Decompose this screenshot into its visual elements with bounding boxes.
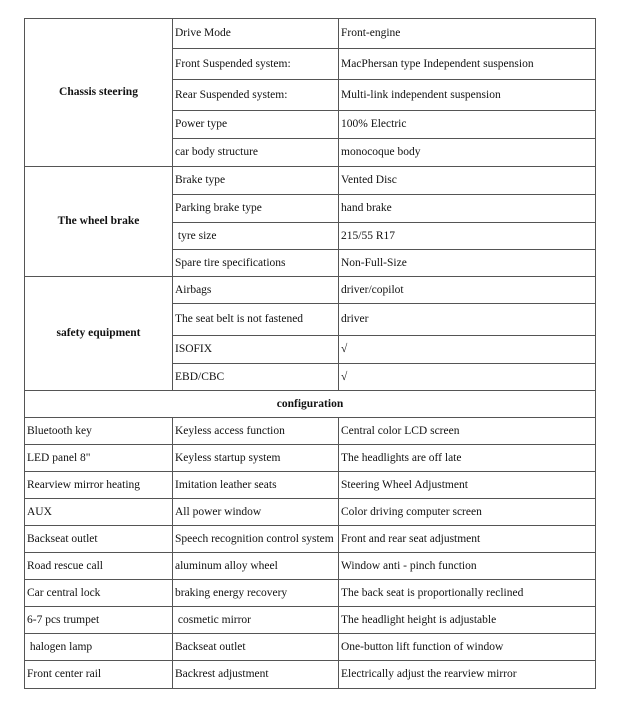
config-cell: halogen lamp — [25, 634, 173, 661]
spec-value: 100% Electric — [339, 111, 596, 139]
spec-value: hand brake — [339, 195, 596, 223]
spec-value: Multi-link independent suspension — [339, 80, 596, 111]
config-row — [25, 526, 596, 553]
config-cell: Front and rear seat adjustment — [339, 526, 596, 553]
spec-label: Rear Suspended system: — [173, 80, 339, 111]
config-cell: Backseat outlet — [173, 634, 339, 661]
spec-table — [24, 18, 596, 689]
config-cell: braking energy recovery — [173, 580, 339, 607]
config-cell: Bluetooth key — [25, 418, 173, 445]
group-wheel-brake: The wheel brake — [25, 167, 173, 277]
config-cell: Central color LCD screen — [339, 418, 596, 445]
config-cell: Front center rail — [25, 661, 173, 689]
configuration-title: configuration — [25, 391, 596, 418]
config-cell: All power window — [173, 499, 339, 526]
configuration-header-row — [25, 391, 596, 418]
config-cell: The headlight height is adjustable — [339, 607, 596, 634]
config-cell: Window anti - pinch function — [339, 553, 596, 580]
config-row — [25, 580, 596, 607]
config-row — [25, 472, 596, 499]
config-row — [25, 607, 596, 634]
config-cell: 6-7 pcs trumpet — [25, 607, 173, 634]
spec-value: monocoque body — [339, 139, 596, 167]
spec-value: Vented Disc — [339, 167, 596, 195]
spec-label: EBD/CBC — [173, 364, 339, 391]
config-cell: Speech recognition control system — [173, 526, 339, 553]
config-row — [25, 445, 596, 472]
spec-label: car body structure — [173, 139, 339, 167]
config-cell: cosmetic mirror — [173, 607, 339, 634]
config-cell: Road rescue call — [25, 553, 173, 580]
config-cell: LED panel 8" — [25, 445, 173, 472]
config-cell: Color driving computer screen — [339, 499, 596, 526]
spec-value: MacPhersan type Independent suspension — [339, 49, 596, 80]
spec-value: √ — [339, 364, 596, 391]
config-cell: Keyless startup system — [173, 445, 339, 472]
spec-value: driver — [339, 304, 596, 336]
config-cell: Rearview mirror heating — [25, 472, 173, 499]
config-cell: The headlights are off late — [339, 445, 596, 472]
config-cell: Car central lock — [25, 580, 173, 607]
spec-label: Brake type — [173, 167, 339, 195]
config-cell: aluminum alloy wheel — [173, 553, 339, 580]
group-chassis-steering: Chassis steering — [25, 19, 173, 167]
config-cell: One-button lift function of window — [339, 634, 596, 661]
spec-row — [25, 19, 596, 49]
config-row — [25, 499, 596, 526]
config-cell: The back seat is proportionally reclined — [339, 580, 596, 607]
spec-label: Front Suspended system: — [173, 49, 339, 80]
config-cell: Backrest adjustment — [173, 661, 339, 689]
config-cell: Keyless access function — [173, 418, 339, 445]
config-row — [25, 553, 596, 580]
config-row — [25, 634, 596, 661]
spec-value: √ — [339, 336, 596, 364]
spec-label: Spare tire specifications — [173, 250, 339, 277]
group-safety-equipment: safety equipment — [25, 277, 173, 391]
spec-label: Drive Mode — [173, 19, 339, 49]
spec-value: Front-engine — [339, 19, 596, 49]
spec-label: Parking brake type — [173, 195, 339, 223]
spec-value: driver/copilot — [339, 277, 596, 304]
config-cell: Steering Wheel Adjustment — [339, 472, 596, 499]
spec-row — [25, 277, 596, 304]
spec-label: Airbags — [173, 277, 339, 304]
spec-value: 215/55 R17 — [339, 223, 596, 250]
config-cell: Electrically adjust the rearview mirror — [339, 661, 596, 689]
spec-row — [25, 167, 596, 195]
spec-label: tyre size — [173, 223, 339, 250]
spec-value: Non-Full-Size — [339, 250, 596, 277]
spec-label: Power type — [173, 111, 339, 139]
config-cell: AUX — [25, 499, 173, 526]
spec-label: ISOFIX — [173, 336, 339, 364]
config-cell: Backseat outlet — [25, 526, 173, 553]
config-cell: Imitation leather seats — [173, 472, 339, 499]
config-row — [25, 661, 596, 689]
spec-label: The seat belt is not fastened — [173, 304, 339, 336]
config-row — [25, 418, 596, 445]
